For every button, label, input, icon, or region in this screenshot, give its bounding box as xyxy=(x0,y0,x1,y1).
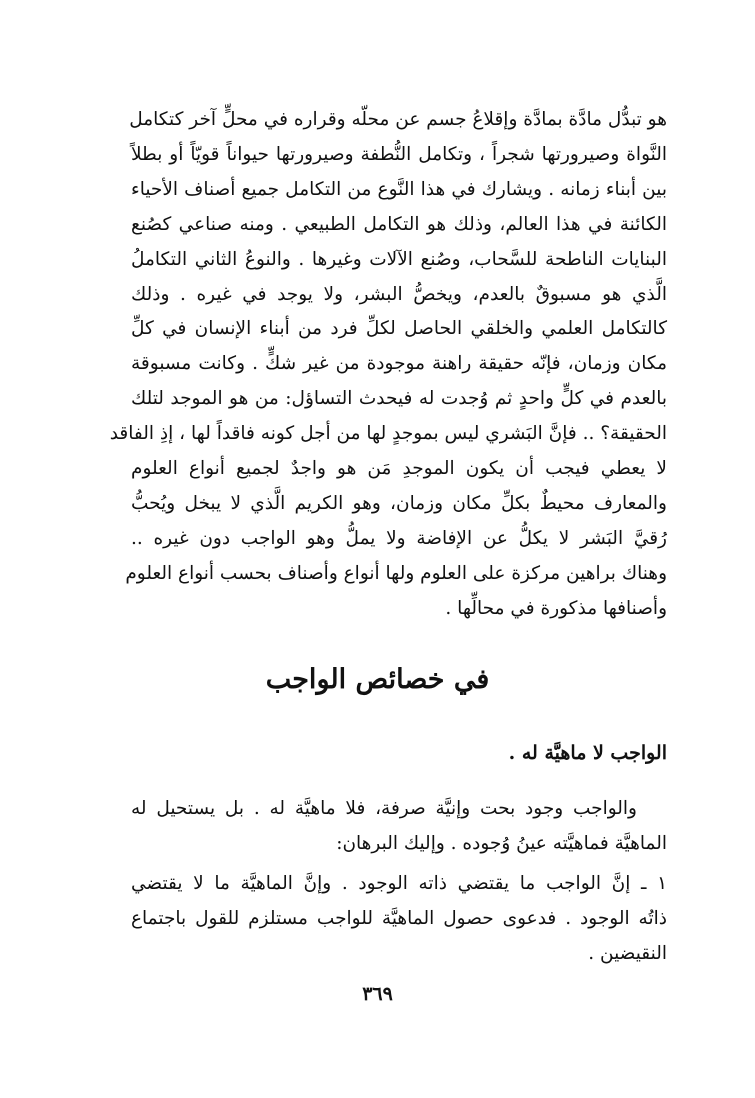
paragraph-line: بالعدم في كلٍّ واحدٍ ثم وُجدت له فيحدث التساؤل: من هو الموجد لتلك xyxy=(131,388,667,410)
paragraph-line: الَّذي هو مسبوقٌ بالعدم، ويخصُّ البشر، ولا يوجد في غيره . وذلك xyxy=(131,283,667,305)
paragraph-line: رُقيَّ البَشر لا يكلُّ عن الإفاضة ولا يملُّ وهو الواجب دون غيره .. xyxy=(131,527,667,549)
paragraph-line: البنايات الناطحة للسَّحاب، وصُنع الآلات وغيرها . والنوعُ الثاني التكاملُ xyxy=(131,248,667,270)
paragraph-line: والمعارف محيطٌ بكلِّ مكان وزمان، وهو الكريم الَّذي لا يبخل ويُحبُّ xyxy=(131,492,667,514)
paragraph-line: النقيضين . xyxy=(588,942,667,964)
paragraph-1 xyxy=(109,103,667,627)
paragraph-line: ذاتُه الوجود . فدعوى حصول الماهيَّة للواجب مستلزم للقول باجتماع xyxy=(131,907,667,929)
paragraph-2 xyxy=(131,792,667,862)
paragraph-line: بين أبناء زمانه . ويشارك في هذا النَّوع من التكامل جميع أصناف الأحياء xyxy=(131,178,667,200)
section-heading: في خصائص الواجب xyxy=(265,664,490,695)
paragraph-line: الكائنة في هذا العالم، وذلك هو التكامل الطبيعي . ومنه صناعي كصُنع xyxy=(131,213,667,235)
paragraph-line: وأصنافها مذكورة في محالِّها . xyxy=(445,597,667,619)
paragraph-line: الحقيقة؟ .. فإنَّ البَشري ليس بموجدٍ لها من أجل كونه فاقداً لها ، إذِ الفاقد xyxy=(109,423,667,445)
paragraph-line: النَّواة وصيرورتها شجراً ، وتكامل النُّطفة وصيرورتها حيواناً قويّاً أو بطلاً xyxy=(131,143,667,165)
subheading: الواجب لا ماهيَّة له . xyxy=(508,742,667,764)
paragraph-line: كالتكامل العلمي والخلقي الحاصل لكلِّ فرد من أبناء الإنسان في كلِّ xyxy=(131,318,667,340)
paragraph-line: وهناك براهين مركزة على العلوم ولها أنواع وأصناف بحسب أنواع العلوم xyxy=(125,562,667,584)
paragraph-line: لا يعطي فيجب أن يكون الموجدِ مَن هو واجدٌ لجميع أنواع العلوم xyxy=(131,458,667,480)
paragraph-line: الماهيَّة فماهيَّته عينُ وُجوده . وإليك البرهان: xyxy=(336,832,667,854)
paragraph-line: ١ ـ إنَّ الواجب ما يقتضي ذاته الوجود . وإنَّ الماهيَّة ما لا يقتضي xyxy=(131,873,667,894)
paragraph-3 xyxy=(131,867,667,972)
paragraph-line: مكان وزمان، فإنّه حقيقة راهنة موجودة من غير شكٍّ . وكانت مسبوقة xyxy=(131,353,667,375)
page-number: ٣٦٩ xyxy=(362,983,393,1005)
paragraph-line: والواجب وجود بحت وإنيَّة صرفة، فلا ماهيَّة له . بل يستحيل له xyxy=(131,798,637,819)
paragraph-line: هو تبدُّل مادَّة بمادَّة وإقلاعُ جسم عن محلّه وقراره في محلٍّ آخر كتكامل xyxy=(129,109,667,130)
